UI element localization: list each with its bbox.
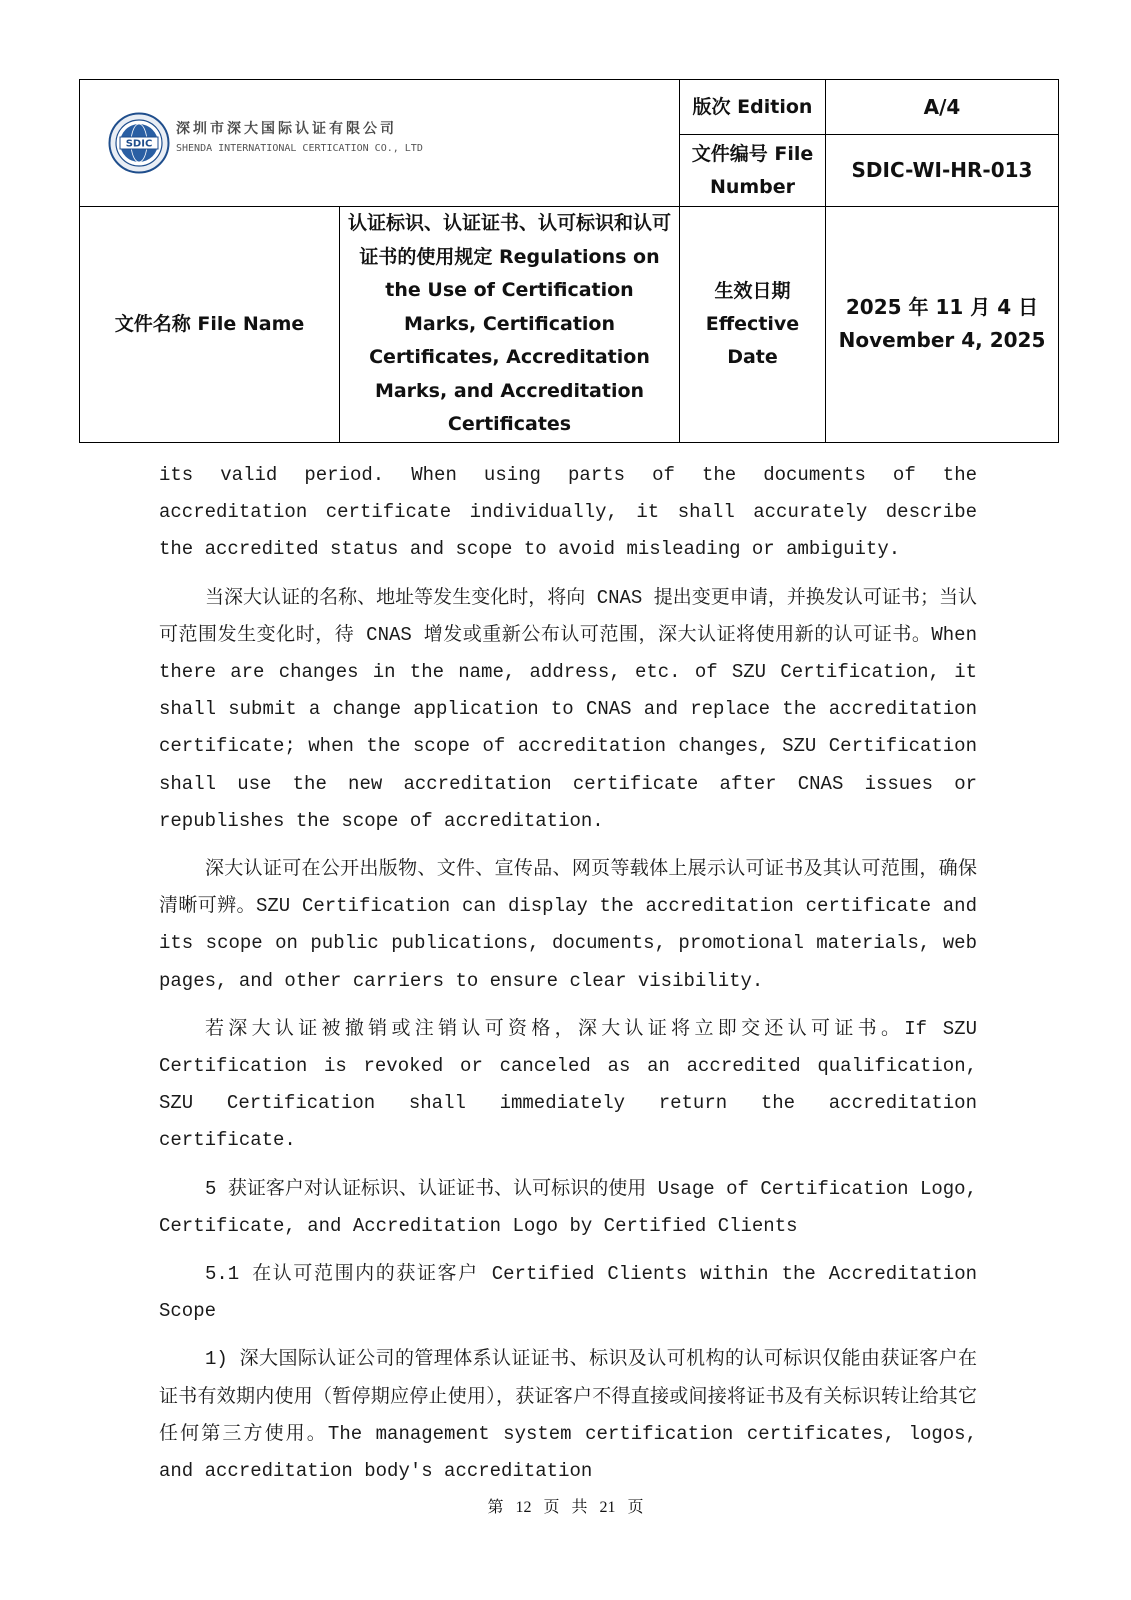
effective-date-cn: 2025 年 11 月 4 日 — [845, 295, 1039, 320]
edition-label: 版次 Edition — [680, 80, 826, 135]
company-name-cn: 深圳市深大国际认证有限公司 — [176, 121, 397, 137]
logo-badge-text: SDIC — [125, 138, 153, 150]
document-body — [159, 457, 977, 1501]
subsection-heading: 5.1 在认可范围内的获证客户 Certified Clients within the Accreditation Scope — [159, 1263, 977, 1323]
section-heading: 5 获证客户对认证标识、认证证书、认可标识的使用 Usage of Certification Logo, Certificate, and Accreditation Logo by Certified Clients — [159, 1177, 977, 1237]
file-name-value: 认证标识、认证证书、认可标识和认可证书的使用规定 Regulations on the Use of Certification Marks, Certification Certificates, Accreditation Marks, and Accreditation Certificates — [340, 207, 680, 443]
file-name-label: 文件名称 File Name — [80, 207, 340, 443]
company-logo-cell — [80, 80, 680, 207]
effective-date-en: November 4, 2025 — [838, 328, 1046, 353]
sdic-logo-icon — [108, 112, 170, 174]
effective-date-label: 生效日期 Effective Date — [680, 207, 826, 443]
effective-date-value — [826, 207, 1059, 443]
file-number-label: 文件编号 File Number — [680, 135, 826, 207]
company-name-en: SHENDA INTERNATIONAL CERTICATION CO., LTD — [176, 143, 423, 154]
paragraph: 深大认证可在公开出版物、文件、宣传品、网页等载体上展示认可证书及其认可范围，确保清晰可辨。SZU Certification can display the accreditation certificate and its scope on public publications, documents, promotional materials, web pages, and other carriers to ensure clear visibility. — [159, 858, 977, 992]
page-number-footer: 第 12 页 共 21 页 — [487, 1499, 644, 1516]
paragraph-continuation: its valid period. When using parts of the documents of the accreditation certificate individually, it shall accurately describe the accredited status and scope to avoid misleading or ambiguity. — [159, 464, 977, 561]
paragraph: 1) 深大国际认证公司的管理体系认证证书、标识及认可机构的认可标识仅能由获证客户在证书有效期内使用（暂停期应停止使用），获证客户不得直接或间接将证书及有关标识转让给其它任何第三方使用。The management system certification certificates, logos, and accreditation body's accreditation — [159, 1348, 977, 1483]
paragraph: 若深大认证被撤销或注销认可资格，深大认证将立即交还认可证书。If SZU Certification is revoked or canceled as an accredited qualification, SZU Certification shall immediately return the accreditation certificate. — [159, 1017, 977, 1152]
edition-value: A/4 — [826, 80, 1059, 135]
file-number-value: SDIC-WI-HR-013 — [826, 135, 1059, 207]
paragraph: 当深大认证的名称、地址等发生变化时，将向 CNAS 提出变更申请，并换发认可证书；当认可范围发生变化时，待 CNAS 增发或重新公布认可范围，深大认证将使用新的认可证书。When there are changes in the name, address, etc. of SZU Certification, it shall submit a change application to CNAS and replace the accreditation certificate; when the scope of accreditation changes, SZU Certification shall use the new accreditation certificate after CNAS issues or republishes the scope of accreditation. — [159, 586, 977, 832]
document-header-table — [79, 79, 1059, 443]
